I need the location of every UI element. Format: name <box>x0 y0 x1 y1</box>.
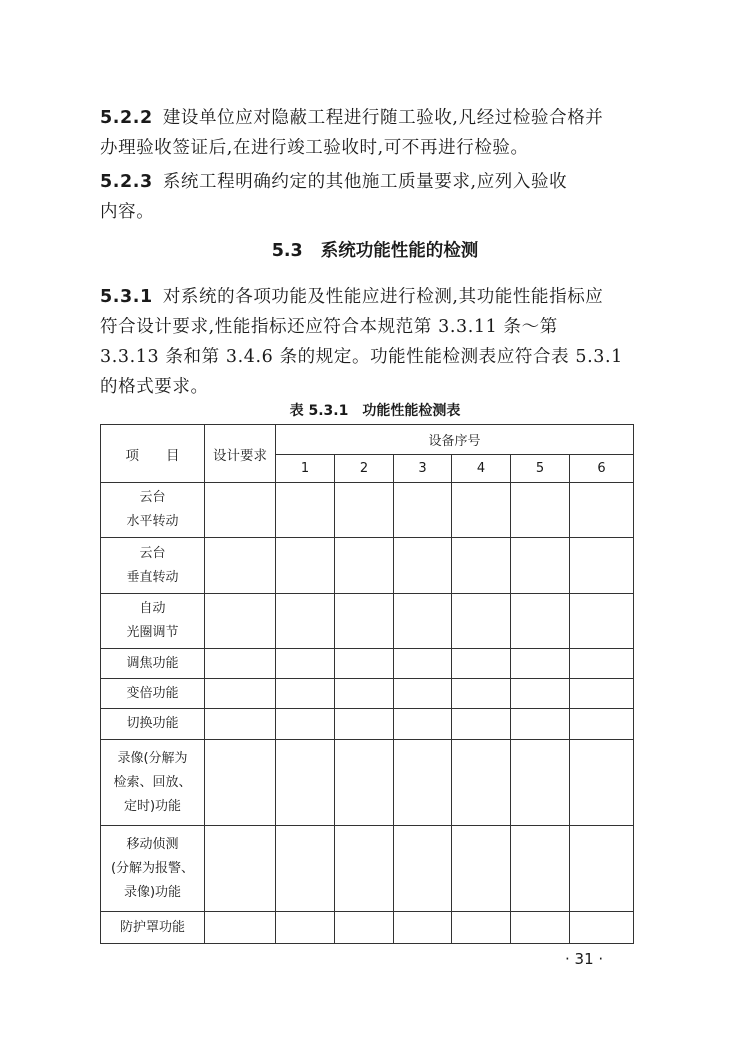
item-label-line: 云台 <box>139 490 166 505</box>
device-result-cell[interactable] <box>394 538 452 594</box>
device-result-cell[interactable] <box>511 826 570 912</box>
design-requirement-cell[interactable] <box>205 740 276 826</box>
item-cell <box>101 594 205 649</box>
device-result-cell[interactable] <box>335 740 394 826</box>
device-result-cell[interactable] <box>452 826 511 912</box>
device-result-cell[interactable] <box>570 826 634 912</box>
item-label-line: 检索、回放、 <box>113 774 192 790</box>
device-result-cell[interactable] <box>394 679 452 709</box>
device-result-cell[interactable] <box>570 483 634 538</box>
device-result-cell[interactable] <box>394 709 452 740</box>
device-result-cell[interactable] <box>335 912 394 944</box>
item-label-line: 云台 <box>139 545 166 561</box>
design-requirement-cell[interactable] <box>205 649 276 679</box>
column-header-device-number: 设备序号 <box>276 425 634 455</box>
device-result-cell[interactable] <box>394 594 452 649</box>
clause-text-line: 办理验收签证后,在进行竣工验收时,可不再进行检验。 <box>100 138 529 158</box>
device-result-cell[interactable] <box>452 912 511 944</box>
table-row <box>101 594 634 649</box>
device-result-cell[interactable] <box>335 709 394 740</box>
device-result-cell[interactable] <box>511 538 570 594</box>
design-requirement-cell[interactable] <box>205 538 276 594</box>
design-requirement-cell[interactable] <box>205 826 276 912</box>
item-label-line: (分解为报警、 <box>110 860 195 876</box>
clause-number: 5.2.2 <box>100 108 153 128</box>
item-label-line: 录像)功能 <box>123 884 182 900</box>
item-cell <box>101 538 205 594</box>
device-result-cell[interactable] <box>394 912 452 944</box>
item-label-line: 移动侦测 <box>126 836 179 852</box>
device-result-cell[interactable] <box>394 649 452 679</box>
device-result-cell[interactable] <box>452 649 511 679</box>
clause-number: 5.2.3 <box>100 172 153 192</box>
device-result-cell[interactable] <box>276 483 335 538</box>
device-result-cell[interactable] <box>335 483 394 538</box>
clause-text-line: 对系统的各项功能及性能应进行检测,其功能性能指标应 <box>162 287 604 307</box>
device-number-header: 4 <box>452 455 511 483</box>
table-title: 功能性能检测表 <box>362 403 461 419</box>
clause-text-line: 建设单位应对隐蔽工程进行随工验收,凡经过检验合格并 <box>162 108 604 128</box>
device-result-cell[interactable] <box>394 740 452 826</box>
device-result-cell[interactable] <box>335 594 394 649</box>
device-result-cell[interactable] <box>511 649 570 679</box>
table-row <box>101 826 634 912</box>
item-label-line: 光圈调节 <box>126 625 179 640</box>
clause-text-line: 系统工程明确约定的其他施工质量要求,应列入验收 <box>162 172 568 192</box>
design-requirement-cell[interactable] <box>205 709 276 740</box>
column-header-design-requirement: 设计要求 <box>205 425 276 483</box>
device-result-cell[interactable] <box>276 649 335 679</box>
item-label-line: 录像(分解为 <box>117 750 188 766</box>
device-result-cell[interactable] <box>570 740 634 826</box>
device-number-header: 3 <box>394 455 452 483</box>
item-label-line: 自动 <box>139 601 166 616</box>
clause-text-line: 符合设计要求,性能指标还应符合本规范第 3.3.11 条～第 <box>100 317 558 337</box>
device-result-cell[interactable] <box>394 483 452 538</box>
device-result-cell[interactable] <box>335 538 394 594</box>
device-result-cell[interactable] <box>335 826 394 912</box>
table-caption <box>0 400 750 420</box>
table-row <box>101 709 634 740</box>
item-label-line: 变倍功能 <box>126 685 179 701</box>
clause-number: 5.3.1 <box>100 287 153 307</box>
device-result-cell[interactable] <box>452 709 511 740</box>
device-result-cell[interactable] <box>276 740 335 826</box>
design-requirement-cell[interactable] <box>205 594 276 649</box>
device-result-cell[interactable] <box>511 709 570 740</box>
device-result-cell[interactable] <box>335 679 394 709</box>
device-result-cell[interactable] <box>452 740 511 826</box>
item-label-line: 切换功能 <box>126 716 179 731</box>
clause-5-2-3 <box>100 167 640 227</box>
device-number-header: 6 <box>570 455 634 483</box>
device-result-cell[interactable] <box>276 912 335 944</box>
table-row <box>101 679 634 709</box>
performance-test-table <box>100 424 634 944</box>
device-result-cell[interactable] <box>335 649 394 679</box>
device-result-cell[interactable] <box>511 740 570 826</box>
clause-5-3-1 <box>100 282 640 402</box>
table-row <box>101 483 634 538</box>
device-result-cell[interactable] <box>570 538 634 594</box>
item-cell <box>101 649 205 679</box>
item-cell <box>101 740 205 826</box>
item-cell <box>101 483 205 538</box>
device-result-cell[interactable] <box>570 649 634 679</box>
device-result-cell[interactable] <box>452 594 511 649</box>
device-result-cell[interactable] <box>452 483 511 538</box>
device-result-cell[interactable] <box>452 679 511 709</box>
table-row <box>101 538 634 594</box>
device-number-header: 1 <box>276 455 335 483</box>
device-result-cell[interactable] <box>570 594 634 649</box>
device-result-cell[interactable] <box>276 826 335 912</box>
device-result-cell[interactable] <box>394 826 452 912</box>
design-requirement-cell[interactable] <box>205 912 276 944</box>
clause-text-line: 3.3.13 条和第 3.4.6 条的规定。功能性能检测表应符合表 5.3.1 <box>100 347 623 367</box>
clause-text-line: 内容。 <box>100 202 155 222</box>
item-label-line: 垂直转动 <box>126 569 179 585</box>
column-header-item: 项 目 <box>101 425 205 483</box>
device-result-cell[interactable] <box>452 538 511 594</box>
page-number: · 31 · <box>565 950 604 968</box>
device-number-header: 5 <box>511 455 570 483</box>
section-title-text: 系统功能性能的检测 <box>320 241 479 261</box>
device-result-cell[interactable] <box>276 594 335 649</box>
device-result-cell[interactable] <box>276 538 335 594</box>
table-row <box>101 740 634 826</box>
device-result-cell[interactable] <box>570 912 634 944</box>
item-cell <box>101 912 205 944</box>
item-label-line: 水平转动 <box>126 514 179 529</box>
device-result-cell[interactable] <box>511 483 570 538</box>
section-heading <box>0 237 750 262</box>
device-result-cell[interactable] <box>276 679 335 709</box>
item-label-line: 定时)功能 <box>123 798 182 814</box>
table-row <box>101 912 634 944</box>
clause-text-line: 的格式要求。 <box>100 377 209 397</box>
device-result-cell[interactable] <box>570 679 634 709</box>
item-label-line: 调焦功能 <box>126 655 179 671</box>
device-result-cell[interactable] <box>276 709 335 740</box>
table-number: 表 5.3.1 <box>289 403 349 419</box>
device-result-cell[interactable] <box>511 912 570 944</box>
item-label-line: 防护罩功能 <box>119 919 185 935</box>
device-result-cell[interactable] <box>511 594 570 649</box>
item-cell <box>101 709 205 740</box>
item-cell <box>101 826 205 912</box>
device-number-header: 2 <box>335 455 394 483</box>
item-cell <box>101 679 205 709</box>
clause-5-2-2 <box>100 103 640 163</box>
section-number: 5.3 <box>271 241 303 261</box>
design-requirement-cell[interactable] <box>205 483 276 538</box>
device-result-cell[interactable] <box>511 679 570 709</box>
table-row <box>101 649 634 679</box>
design-requirement-cell[interactable] <box>205 679 276 709</box>
device-result-cell[interactable] <box>570 709 634 740</box>
table-header-row <box>101 425 634 455</box>
